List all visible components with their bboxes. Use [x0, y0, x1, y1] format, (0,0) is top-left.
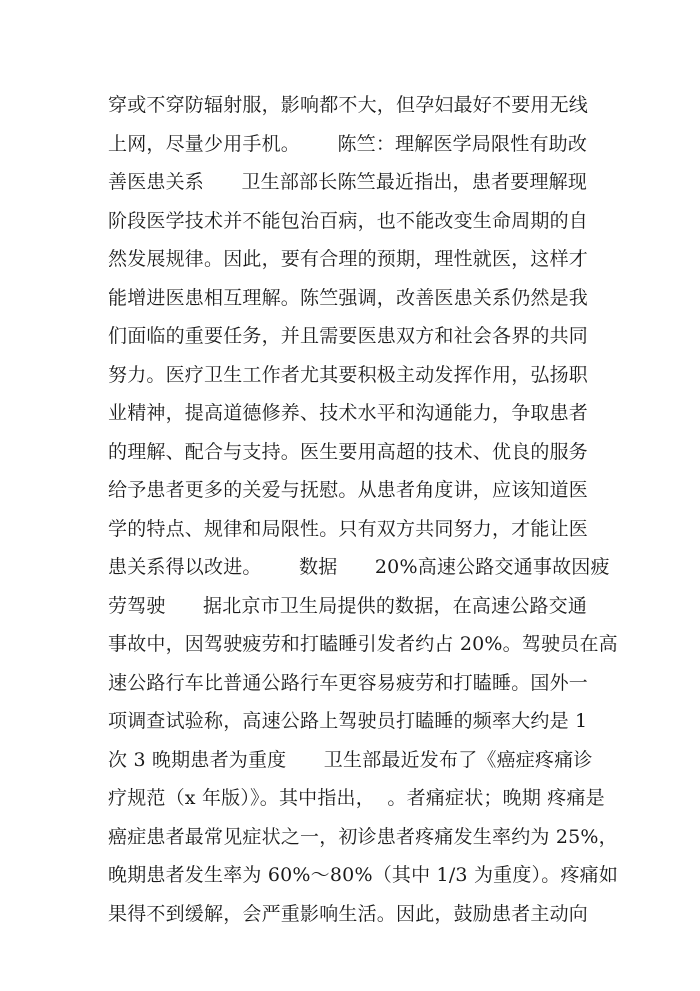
text-line-12: 学的特点、规律和局限性。只有双方共同努力，才能让医 — [108, 517, 589, 540]
text-line-14: 劳驾驶 据北京市卫生局提供的数据，在高速公路交通 — [108, 594, 588, 617]
text-line-4: 阶段医学技术并不能包治百病，也不能改变生命周期的自 — [108, 209, 589, 232]
text-line-6: 能增进医患相互理解。陈竺强调，改善医患关系仍然是我 — [108, 286, 589, 309]
text-line-20: 癌症患者最常见症状之一，初诊患者疼痛发生率约为 25%， — [108, 825, 618, 848]
text-line-19: 疗规范（x 年版）》。其中指出， 。者痛症状；晚期 疼痛是 — [108, 787, 605, 809]
text-line-8: 努力。医疗卫生工作者尤其要积极主动发挥作用，弘扬职 — [108, 363, 589, 386]
text-line-10: 的理解、配合与支持。医生要用高超的技术、优良的服务 — [108, 440, 589, 463]
text-line-2: 上网，尽量少用手机。 陈竺：理解医学局限性有助改 — [108, 132, 588, 155]
text-line-1: 穿或不穿防辐射服，影响都不大，但孕妇最好不要用无线 — [108, 94, 589, 116]
text-line-11: 给予患者更多的关爱与抚慰。从患者角度讲，应该知道医 — [108, 479, 589, 501]
text-line-21: 晚期患者发生率为 60%～80%（其中 1/3 为重度）。疼痛如 — [108, 864, 619, 886]
text-line-22: 果得不到缓解，会严重影响生活。因此，鼓励患者主动向 — [108, 902, 589, 925]
text-line-13: 患关系得以改进。 数据 20%高速公路交通事故因疲 — [108, 556, 610, 578]
body-text — [108, 86, 619, 933]
text-line-5: 然发展规律。因此，要有合理的预期，理性就医，这样才 — [108, 248, 589, 270]
text-line-3: 善医患关系 卫生部部长陈竺最近指出，患者要理解现 — [108, 171, 588, 193]
text-line-7: 们面临的重要任务，并且需要医患双方和社会各界的共同 — [108, 325, 589, 347]
text-line-15: 事故中，因驾驶疲劳和打瞌睡引发者约占 20%。驾驶员在高 — [108, 633, 618, 655]
text-line-16: 速公路行车比普通公路行车更容易疲劳和打瞌睡。国外一 — [108, 671, 589, 694]
text-line-9: 业精神，提高道德修养、技术水平和沟通能力，争取患者 — [108, 402, 589, 424]
text-line-17: 项调查试验称，高速公路上驾驶员打瞌睡的频率大约是 1 — [108, 710, 588, 732]
text-line-18: 次 3 晚期患者为重度 卫生部最近发布了《癌症疼痛诊 — [108, 748, 593, 771]
